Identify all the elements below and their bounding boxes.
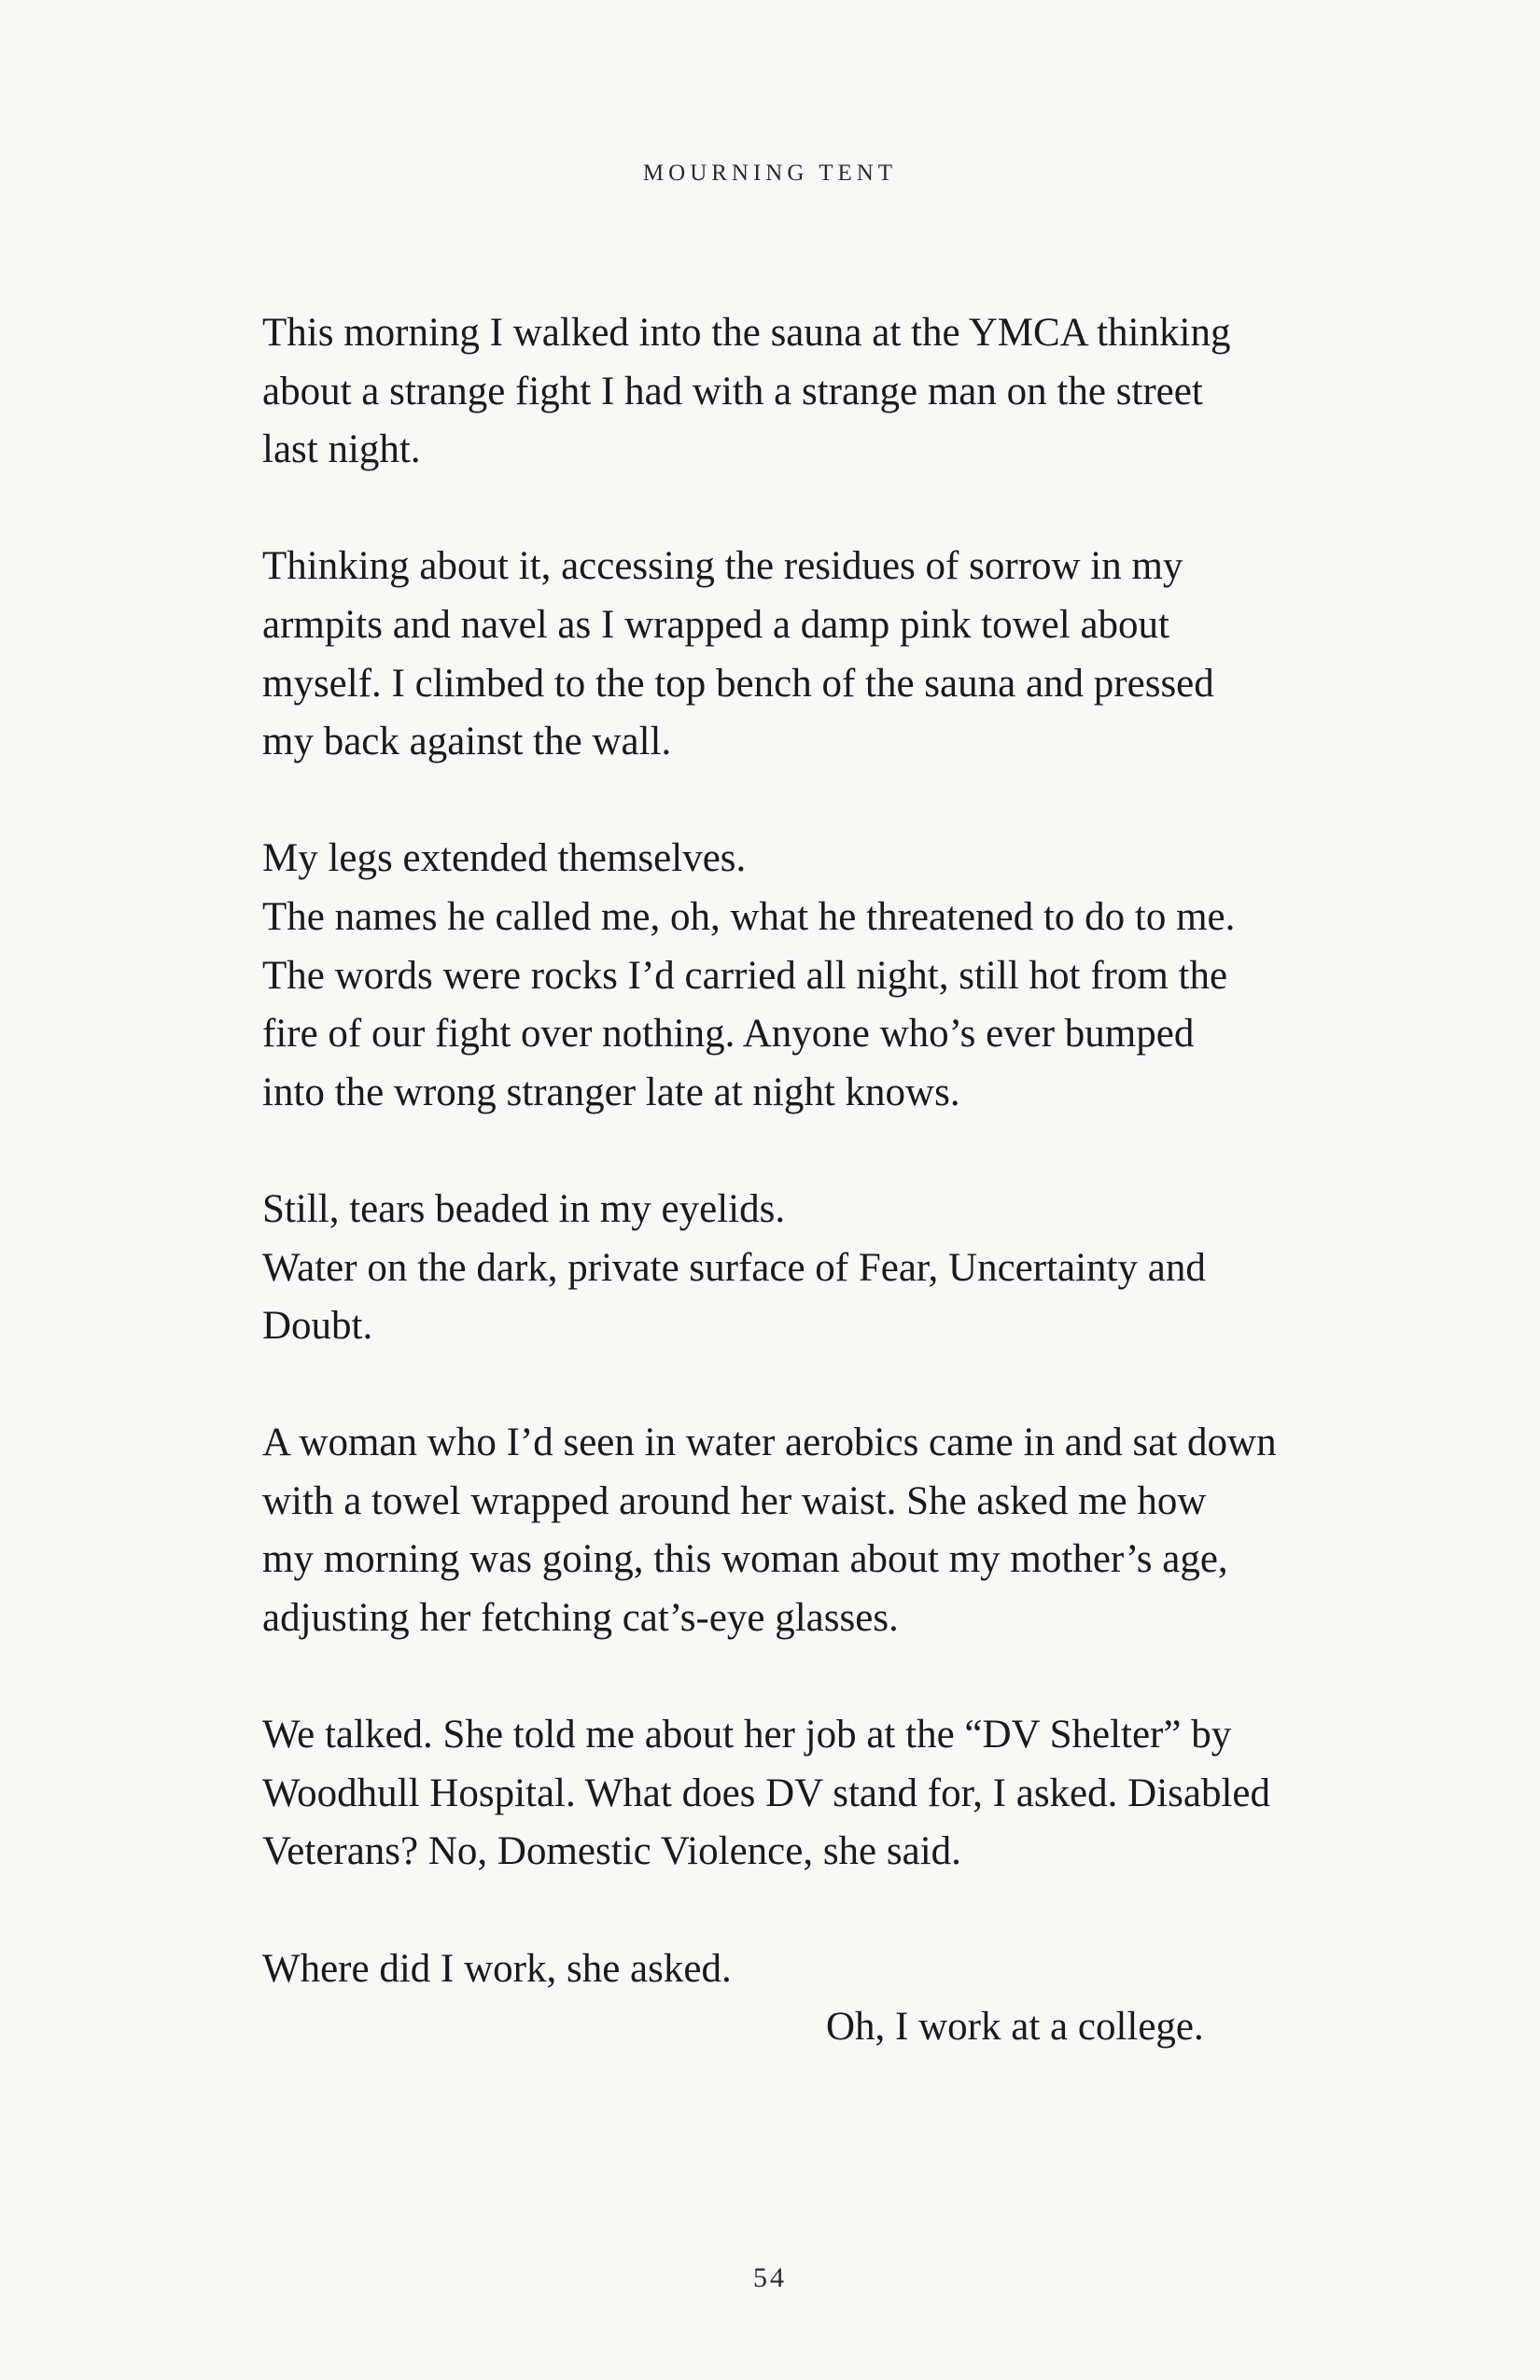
paragraph-2 — [262, 538, 1298, 771]
text-line: about a strange fight I had with a strange man on the street — [262, 369, 1203, 413]
text-line: adjusting her fetching cat’s-eye glasses. — [262, 1596, 899, 1641]
text-line: Thinking about it, accessing the residues of sorrow in my — [262, 544, 1183, 589]
text-line: with a towel wrapped around her waist. She asked me how — [262, 1478, 1207, 1523]
body-text — [262, 304, 1298, 2115]
paragraph-6 — [262, 1706, 1298, 1882]
text-line: The words were rocks I’d carried all night, still hot from the — [262, 953, 1228, 998]
text-line: Water on the dark, private surface of Fear, Uncertainty and — [262, 1245, 1206, 1290]
text-line: We talked. She told me about her job at the “DV Shelter” by — [262, 1713, 1232, 1757]
text-line: fire of our fight over nothing. Anyone who’s ever bumped — [262, 1012, 1195, 1057]
text-line: My legs extended themselves. — [262, 836, 747, 881]
text-line: Doubt. — [262, 1304, 373, 1349]
text-line: my back against the wall. — [262, 720, 672, 764]
text-line: armpits and navel as I wrapped a damp pink towel about — [262, 602, 1169, 647]
paragraph-7 — [262, 1940, 1298, 2057]
text-line: Still, tears beaded in my eyelids. — [262, 1186, 786, 1231]
text-line-indented: Oh, I work at a college. — [826, 2005, 1204, 2050]
text-line: into the wrong stranger late at night knows. — [262, 1070, 960, 1114]
text-line: last night. — [262, 427, 421, 472]
text-line: This morning I walked into the sauna at the YMCA thinking — [262, 311, 1231, 355]
text-line: Where did I work, she asked. — [262, 1946, 732, 1991]
text-line: The names he called me, oh, what he threatened to do to me. — [262, 894, 1236, 939]
paragraph-5 — [262, 1414, 1298, 1647]
running-head: MOURNING TENT — [642, 161, 898, 186]
text-line: my morning was going, this woman about my mother’s age, — [262, 1537, 1228, 1582]
paragraph-3 — [262, 830, 1298, 1122]
paragraph-4 — [262, 1181, 1298, 1356]
text-line: Veterans? No, Domestic Violence, she said. — [262, 1829, 961, 1874]
paragraph-1 — [262, 304, 1298, 480]
page-number: 54 — [753, 2262, 787, 2293]
text-line: myself. I climbed to the top bench of the sauna and pressed — [262, 661, 1214, 706]
text-line: A woman who I’d seen in water aerobics came in and sat down — [262, 1421, 1277, 1465]
text-line: Woodhull Hospital. What does DV stand for, I asked. Disabled — [262, 1771, 1270, 1815]
